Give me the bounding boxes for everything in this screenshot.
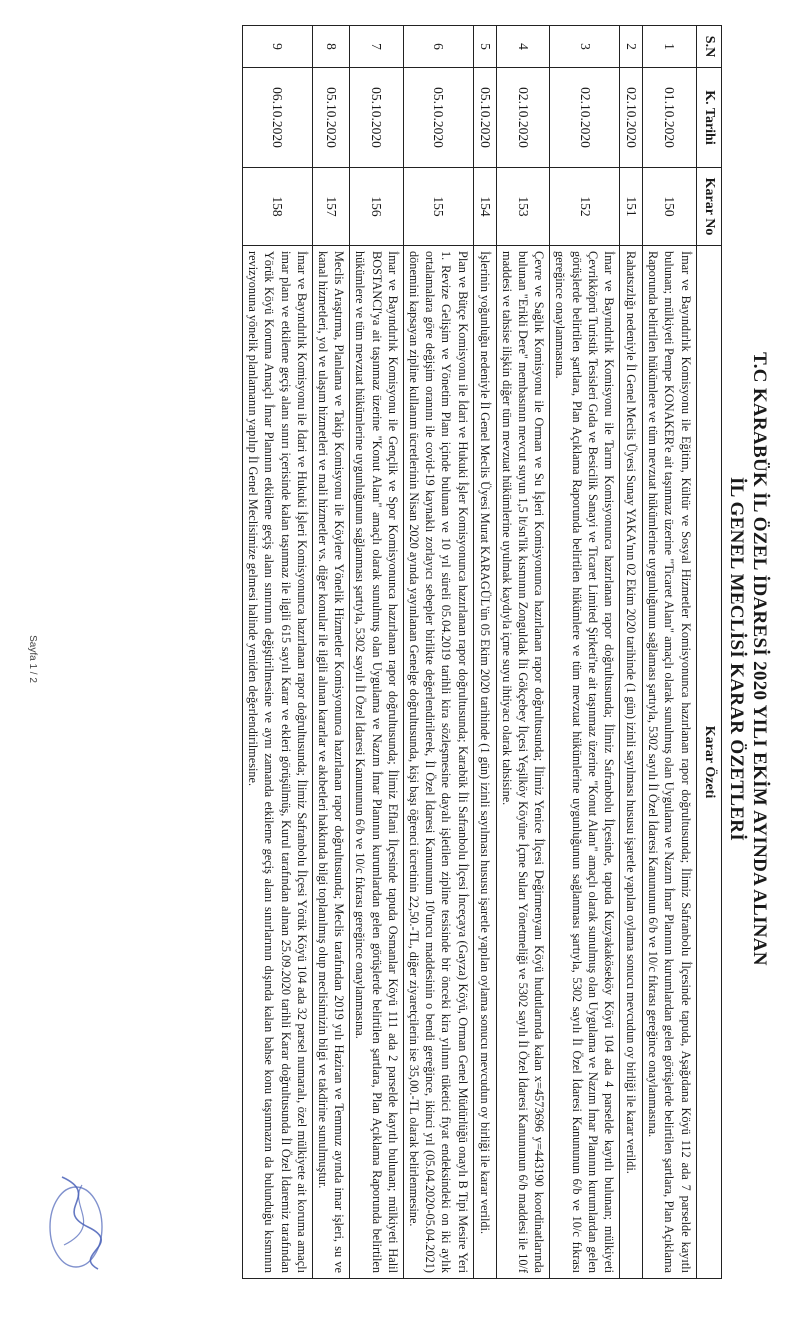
table-row [642,26,696,1279]
page-number: Sayfa 1 / 2 [27,635,38,683]
decisions-table [242,25,722,1279]
row-decision-no-cell: 152 [550,168,620,246]
row-decision-no-cell: 154 [473,168,496,246]
table-row [550,26,620,1279]
table-row [242,26,312,1279]
row-sn-cell: 7 [350,26,404,68]
signature-stamp [42,1165,112,1275]
document-title-line1: T.C KARABÜK İL ÖZEL İDARESİ 2020 YILI EKİM AYINDA ALINAN [749,352,770,966]
row-summary-cell: Çevre ve Sağlık Komisyonu ile Orman ve Su İşleri Komisyonunca hazırlanan rapor doğrultusunda; İlimiz Yenice İlçesi Değirmenyanı Köyü hudutlarında kalan x=4573696 y=443190 koordinatlarında bulunan "Erikli Dere" membasının mevcut suyun 1,5 lt/sn'lik kısmının Zonguldak İli Gökçebey İlçesi Yeşilköy Köyüne İçme Suları Yönetmeliği ve 5302 sayılı İl Özel İdaresi Kanununun 6/b maddesi ile 10/f maddesi ve tahsise ilişkin diğer tüm mevzuat hükümlerine uyulmak kaydıyla içme suyu ihtiyacı olarak tahsisine. [496,246,550,1279]
document-title-line2: İL GENEL MECLİSİ KARAR ÖZETLERİ [726,476,747,842]
table-row [496,26,550,1279]
row-date-cell: 02.10.2020 [496,68,550,168]
row-summary-cell: İşlerinin yoğunluğu nedeniyle İl Genel Meclis Üyesi Murat KARAGÜL'ün 05 Ekim 2020 tarihinde (1 gün) izinli sayılması hususu işaretle yapılan oylama sonucu mevcudun oy birliği ile karar verildi. [473,246,496,1279]
column-header-date: K. Tarihi [696,68,721,168]
row-date-cell: 02.10.2020 [620,68,643,168]
row-summary-cell: Rahatsızlığı nedeniyle İl Genel Meclis Üyesi Sunay YAKA'nın 02 Ekim 2020 tarihinde (1 gün) izinli sayılması hususu işaretle yapılan oylama sonucu mevcudun oy birliği ile karar verildi. [620,246,643,1279]
table-row [312,26,349,1279]
row-summary-cell: İmar ve Bayındırlık Komisyonu ile İdari ve Hukuki İşleri Komisyonunca hazırlanan rapor doğrultusunda; İlimiz Safranbolu İlçesi Yörük Köyü 104 ada 32 parsel numaralı, özel mülkiyete ait koruma amaçlı imar planı ve etkileme geçiş alanı sınırı içerisinde kalan taşınmaz ile ilgili 615 sayılı Karar ve ekleri görüşülmüş, Kurul tarafından alınan 25.09.2020 tarihli Karar doğrultusunda İl Özel İdaremiz tarafından Yörük Köyü Koruma Amaçlı İmar Planının etkileme geçiş alanı sınırının değiştirilmesine ve aynı zamanda etkileme geçiş alanı sınırlarının dışında kalan bahse konu taşınmazın da bulunduğu kısmının revizyonuna yönelik planlamanın yapılıp İl Genel Meclisimize gelmesi halinde yeniden değerlendirilmesine. [242,246,312,1279]
table-row [620,26,643,1279]
table-row [403,26,473,1279]
row-decision-no-cell: 156 [350,168,404,246]
row-summary-cell: Meclis Araştırma, Planlama ve Takip Komisyonu ile Köylere Yönelik Hizmetler Komisyonunca hazırlanan rapor doğrultusunda; Meclis tarafından 2019 yılı Haziran ve Temmuz ayında imar işleri, su ve kanal hizmetleri, yol ve ulaşım hizmetleri ve mali hizmetler vs. diğer konular ile ilgili alınan kararlar ve akıbetleri hakkında bilgi toplanılmış olup meclisimizin bilgi ve takdirine sunulmuştur. [312,246,349,1279]
row-sn-cell: 4 [496,26,550,68]
row-date-cell: 05.10.2020 [473,68,496,168]
row-date-cell: 01.10.2020 [642,68,696,168]
row-decision-no-cell: 158 [242,168,312,246]
row-decision-no-cell: 157 [312,168,349,246]
column-header-decision-no: Karar No [696,168,721,246]
row-date-cell: 05.10.2020 [403,68,473,168]
row-summary-cell: Plan ve Bütçe Komisyonu ile İdari ve Hukuki İşler Komisyonunca hazırlanan rapor doğrultusunda; Karabük İli Safranbolu İlçesi İnceçaya (Gayza) Köyü, Orman Genel Müdürlüğü onaylı B Tipi Mesire Yeri 1. Revize Gelişim ve Yönetim Planı içinde bulunan ve 10 yıl süreli 05.04.2019 tarihli kira sözleşmesine dayalı işletilen zipline tesisinde bir önceki kira yılının tüketici fiyat endeksindeki on iki aylık ortalamalara göre değişim oranını ile covid-19 kaynaklı zorlayıcı sebepler birlikte değerlendirilerek, İl Özel İdaresi Kanununun 10'uncu maddesinin o bendi gereğince, ikinci yıl (05.04.2020-05.04.2021) dönemini kapsayan zipline kullanım ücretlerinin Nisan 2020 ayında yayınlanan Genelge doğrultusunda, kişi başı öğrenci ücretinin 22,50.-TL, diğer ziyaretçilerin ise 35,00.-TL olarak belirlenmesine. [403,246,473,1279]
row-sn-cell: 2 [620,26,643,68]
row-summary-cell: İmar ve Bayındırlık Komisyonu ile Eğitim, Kültür ve Sosyal Hizmetler Komisyonunca hazırlanan rapor doğrultusunda; İlimiz Safranbolu İlçesinde tapuda, Aşağıdana Köyü 112 ada 7 parselde kayıtlı bulunan; mülkiyeti Pempe KONAKER'e ait taşınmaz üzerine "Ticaret Alanı" amaçlı olarak sunulmuş olan Uygulama ve Nazım İmar Planının kurumlardan gelen görüşlerde belirtilen şartlara, Plan Açıklama Raporunda belirtilen hükümlere ve tüm mevzuat hükümlerine uygunluğunun sağlaması şartıyla, 5302 sayılı İl Özel İdaresi Kanununun 6/b ve 10/c fıkrası gereğince onaylanmasına. [642,246,696,1279]
row-decision-no-cell: 150 [642,168,696,246]
row-decision-no-cell: 153 [496,168,550,246]
column-header-summary: Karar Özeti [696,246,721,1279]
row-sn-cell: 3 [550,26,620,68]
table-row [473,26,496,1279]
row-sn-cell: 9 [242,26,312,68]
table-row [350,26,404,1279]
row-date-cell: 05.10.2020 [350,68,404,168]
row-date-cell: 06.10.2020 [242,68,312,168]
row-decision-no-cell: 151 [620,168,643,246]
row-date-cell: 05.10.2020 [312,68,349,168]
row-summary-cell: İmar ve Bayındırlık Komisyonu ile Tarım Komisyonunca hazırlanan rapor doğrultusunda; İlimiz Safranbolu İlçesinde, tapuda Kuzyakaköseköy Köyü 104 ada 4 parselde kayıtlı bulunan; mülkiyeti Çevrikköprü Turistik Tesisleri Gıda ve Besicilik Sanayi ve Ticaret Limited Şirketi'ne ait taşınmaz üzerine "Konut Alanı" amaçlı olarak sunulmuş olan Uygulama ve Nazım İmar Planının kurumlardan gelen görüşlerde belirtilen şartlara, Plan Açıklama Raporunda belirtilen hükümlere ve tüm mevzuat hükümlerine uygunluğunun sağlanması şartıyla, 5302 sayılı İl Özel İdaresi Kanununun 6/b ve 10/c fıkrası gereğince onaylanmasına. [550,246,620,1279]
row-date-cell: 02.10.2020 [550,68,620,168]
row-sn-cell: 6 [403,26,473,68]
table-header-row [696,26,721,1279]
column-header-sn: S.N [696,26,721,68]
row-sn-cell: 8 [312,26,349,68]
row-sn-cell: 5 [473,26,496,68]
row-sn-cell: 1 [642,26,696,68]
row-summary-cell: İmar ve Bayındırlık Komisyonu ile Gençlik ve Spor Komisyonunca hazırlanan rapor doğrultusunda; İlimiz Eflani İlçesinde tapuda Osmanlar Köyü 111 ada 2 parselde kayıtlı bulunan; mülkiyeti Halil BOSTANCI'ya ait taşınmaz üzerine "Konut Alanı" amaçlı olarak sunulmuş olan Uygulama ve Nazım İmar Planının kurumlardan gelen görüşlerde belirtilen şartlara, Plan Açıklama Raporunda belirtilen hükümlere ve tüm mevzuat hükümlerine uygunluğunun sağlanması şartıyla, 5302 sayılı İl Özel İdaresi Kanununun 6/b ve 10/c fıkrası gereğince onaylanmasına. [350,246,404,1279]
row-decision-no-cell: 155 [403,168,473,246]
